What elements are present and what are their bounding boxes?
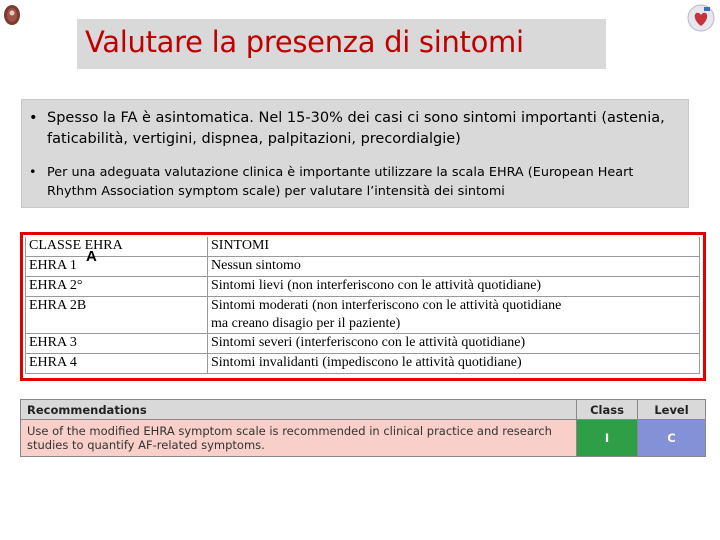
bullet-text: Per una adeguata valutazione clinica è importante utilizzare la scala EHRA (European Heart Rhythm Association symptom scale) per valutare l’intensità dei sintomi bbox=[47, 165, 634, 199]
recommendation-text: Use of the modified EHRA symptom scale is recommended in clinical practice and research studies to quantify AF-related symptoms. bbox=[21, 420, 577, 457]
row-classe: EHRA 2B bbox=[26, 297, 208, 334]
bullet-dot: • bbox=[29, 110, 38, 126]
table-row bbox=[26, 257, 700, 277]
ehra-superscript-mark: A bbox=[86, 248, 97, 265]
recommendations-table bbox=[20, 399, 706, 457]
table-row bbox=[26, 354, 700, 374]
row-classe: EHRA 2° bbox=[26, 277, 208, 297]
medical-logo-icon bbox=[2, 2, 22, 28]
header-classe: CLASSE EHRA bbox=[26, 237, 208, 257]
row-sintomi: Sintomi invalidanti (impediscono le attività quotidiane) bbox=[208, 354, 700, 374]
class-badge: I bbox=[577, 420, 638, 457]
page-title: Valutare la presenza di sintomi bbox=[85, 25, 524, 59]
row-classe: EHRA 3 bbox=[26, 334, 208, 354]
header-recommendations: Recommendations bbox=[21, 400, 577, 420]
row-classe: EHRA 1 bbox=[26, 257, 208, 277]
row-sintomi: Sintomi lievi (non interferiscono con le attività quotidiane) bbox=[208, 277, 700, 297]
heart-logo-icon bbox=[686, 2, 716, 34]
ehra-table bbox=[25, 237, 700, 374]
table-row bbox=[26, 334, 700, 354]
header-sintomi: SINTOMI bbox=[208, 237, 700, 257]
header-level: Level bbox=[638, 400, 706, 420]
table-row bbox=[26, 297, 700, 334]
row-sintomi: Nessun sintomo bbox=[208, 257, 700, 277]
bullet-dot: • bbox=[29, 165, 37, 180]
table-header-row bbox=[21, 400, 706, 420]
table-header-row bbox=[26, 237, 700, 257]
table-row bbox=[21, 420, 706, 457]
level-badge: C bbox=[638, 420, 706, 457]
bullet-text: Spesso la FA è asintomatica. Nel 15-30% dei casi ci sono sintomi importanti (astenia, faticabilità, vertigini, dispnea, palpitazioni, precordialgie) bbox=[47, 110, 665, 147]
header-class: Class bbox=[577, 400, 638, 420]
row-classe: EHRA 4 bbox=[26, 354, 208, 374]
table-row bbox=[26, 277, 700, 297]
row-sintomi: Sintomi moderati (non interferiscono con le attività quotidiane ma creano disagio per il paziente) bbox=[208, 297, 700, 334]
row-sintomi: Sintomi severi (interferiscono con le attività quotidiane) bbox=[208, 334, 700, 354]
